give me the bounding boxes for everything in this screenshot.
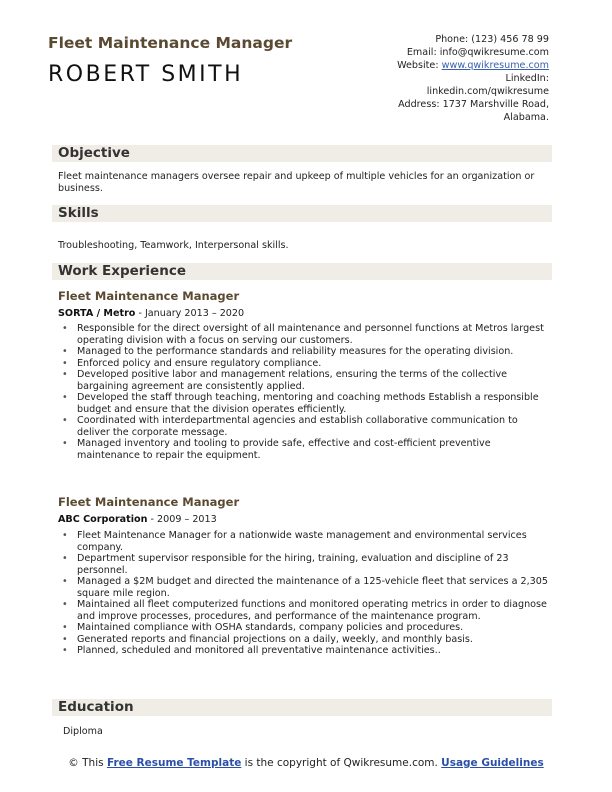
job-2-title: Fleet Maintenance Manager <box>58 495 240 509</box>
job-1-company: SORTA / Metro <box>58 308 136 319</box>
list-item: • Coordinated with interdepartmental agencies and establish collaborative communication to deliver the corporate message. <box>62 415 552 438</box>
skills-text: Troubleshooting, Teamwork, Interpersonal skills. <box>58 240 289 251</box>
footer-copyright <box>0 757 612 770</box>
contact-email: Email: info@qwikresume.com <box>406 47 549 58</box>
objective-section-header <box>52 145 552 162</box>
job-2-bullets <box>62 530 552 657</box>
work-heading: Work Experience <box>58 263 186 279</box>
contact-address-line1: Address: 1737 Marshville Road, <box>398 99 549 110</box>
list-item: • Developed positive labor and management relations, ensuring the terms of the collective bargaining agreement are consistently applied. <box>62 369 552 392</box>
job-2-company: ABC Corporation <box>58 514 148 525</box>
list-item: • Responsible for the direct oversight of all maintenance and personnel functions at Metros largest operating division with a focus on serving our customers. <box>62 323 552 346</box>
contact-phone: Phone: (123) 456 78 99 <box>435 34 549 45</box>
contact-linkedin-label: LinkedIn: <box>505 73 549 84</box>
list-item: • Managed inventory and tooling to provide safe, effective and cost-efficient preventive maintenance to repair the equipment. <box>62 438 552 461</box>
skills-section-header <box>52 205 552 222</box>
footer-prefix: © This <box>68 757 107 769</box>
skills-heading: Skills <box>58 205 99 221</box>
education-heading: Education <box>58 699 134 715</box>
job-1-title: Fleet Maintenance Manager <box>58 289 240 303</box>
contact-website <box>319 59 549 72</box>
contact-block <box>319 33 549 124</box>
list-item: • Managed a $2M budget and directed the maintenance of a 125-vehicle fleet that services a 2,305 square mile region. <box>62 576 552 599</box>
objective-heading: Objective <box>58 145 130 161</box>
usage-guidelines-link[interactable]: Usage Guidelines <box>441 757 544 769</box>
job-2-company-line <box>58 514 217 525</box>
list-item: • Maintained compliance with OSHA standards, company policies and procedures. <box>62 622 552 634</box>
list-item: • Department supervisor responsible for the hiring, training, evaluation and discipline of 23 personnel. <box>62 553 552 576</box>
education-section-header <box>52 699 552 716</box>
list-item: • Maintained all fleet computerized functions and monitored operating metrics in order to diagnose and improve processes, procedures, and performance of the maintenance program. <box>62 599 552 622</box>
footer-middle: is the copyright of Qwikresume.com. <box>241 757 442 769</box>
objective-text: Fleet maintenance managers oversee repair and upkeep of multiple vehicles for an organization or business. <box>58 171 535 194</box>
contact-linkedin-value: linkedin.com/qwikresume <box>426 86 549 97</box>
list-item: • Generated reports and financial projections on a daily, weekly, and monthly basis. <box>62 634 552 646</box>
list-item: • Managed to the performance standards and reliability measures for the operating division. <box>62 346 552 358</box>
work-section-header <box>52 263 552 280</box>
list-item: • Enforced policy and ensure regulatory compliance. <box>62 358 552 370</box>
contact-address-line2: Alabama. <box>503 112 549 123</box>
job-1-dates: - January 2013 – 2020 <box>135 308 245 319</box>
job-1-bullets <box>62 323 552 461</box>
list-item: • Planned, scheduled and monitored all preventative maintenance activities.. <box>62 645 552 657</box>
website-label: Website: <box>397 60 442 71</box>
education-text: Diploma <box>63 726 103 737</box>
job-1-company-line <box>58 308 244 319</box>
job-2-dates: - 2009 – 2013 <box>147 514 217 525</box>
list-item: • Developed the staff through teaching, mentoring and coaching methods Establish a responsible budget and ensure that the division operates efficiently. <box>62 392 552 415</box>
website-link[interactable]: www.qwikresume.com <box>441 60 549 71</box>
free-resume-template-link[interactable]: Free Resume Template <box>106 757 242 769</box>
resume-job-title: Fleet Maintenance Manager <box>48 34 293 52</box>
list-item: • Fleet Maintenance Manager for a nationwide waste management and environmental services company. <box>62 530 552 553</box>
candidate-name: ROBERT SMITH <box>48 62 244 87</box>
